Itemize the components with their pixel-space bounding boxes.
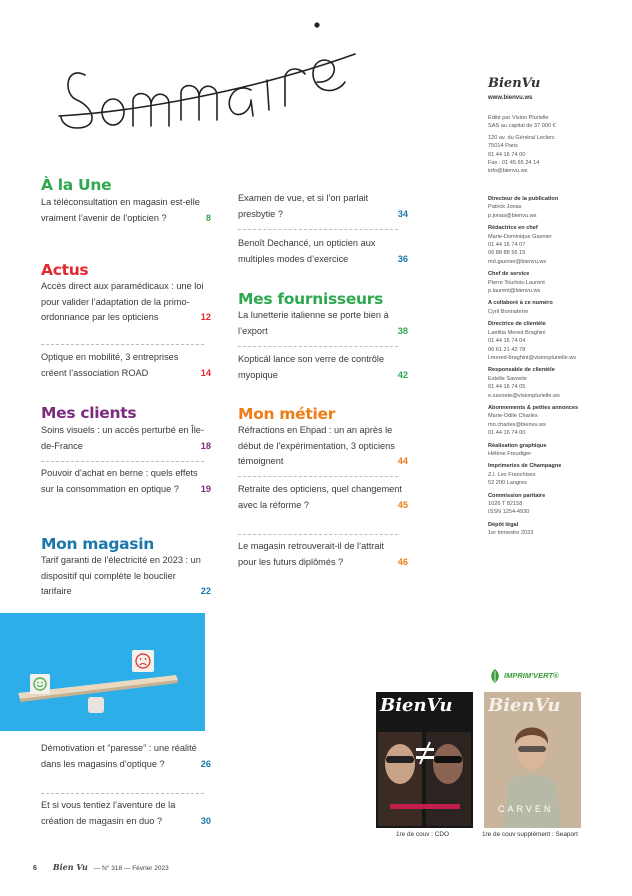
- toc-entry-text: Examen de vue, et si l’on parlait presbytie ?: [238, 193, 369, 219]
- svg-text:Sommaire: Sommaire: [55, 20, 60, 21]
- credit-line: 01 44 16 74 04: [488, 338, 526, 345]
- bienvu-logo: BienVu: [488, 76, 541, 91]
- toc-entry-text: Et si vous tentiez l’aventure de la création de magasin en duo ?: [41, 800, 176, 826]
- toc-page-number: 22: [200, 586, 211, 596]
- divider: [238, 346, 398, 347]
- credit-block: [488, 299, 623, 316]
- toc-page-number: 26: [200, 758, 211, 769]
- toc-page-number: 19: [200, 483, 211, 494]
- toc-entry-text: Démotivation et “paresse” : une réalité dans les magasins d’optique ?: [41, 743, 197, 769]
- credit-line: Marie-Dominique Gasnier: [488, 233, 552, 240]
- credit-line: Patrick Jonas: [488, 204, 522, 211]
- divider: [41, 461, 204, 462]
- section-title-mes-clients: Mes clients: [41, 404, 137, 422]
- credit-line: Hélène Freudiger: [488, 450, 532, 457]
- toc-page-number: 12: [200, 312, 211, 322]
- divider: [238, 229, 398, 230]
- toc-entry[interactable]: [41, 423, 211, 454]
- toc-page-number: 30: [200, 815, 211, 826]
- credit-head: Rédactrice en chef: [488, 225, 538, 232]
- credit-line: Pierre Tourtois-Laurent: [488, 279, 545, 286]
- toc-page-number: 46: [397, 556, 408, 567]
- credit-line: mo.charles@bienvu.ws: [488, 421, 546, 428]
- toc-entry[interactable]: [41, 279, 211, 326]
- credit-head: Chef de service: [488, 271, 530, 278]
- footer-logo: Bien Vu: [52, 862, 88, 872]
- publisher-line: Fax : 01 45 65 24 14: [488, 160, 540, 167]
- credit-line: 1026 T 82158: [488, 501, 523, 507]
- toc-entry[interactable]: [238, 482, 408, 513]
- section-title-mes-fournisseurs: Mes fournisseurs: [238, 290, 384, 308]
- toc-entry[interactable]: [41, 466, 211, 497]
- credit-line: 01 44 16 74 00: [488, 430, 526, 437]
- imprim-vert-label: IMPRIM’VERT®: [504, 671, 559, 680]
- toc-entry[interactable]: [238, 236, 408, 267]
- masthead-url[interactable]: www.bienvu.ws: [488, 95, 533, 101]
- credit-line: e.savoete@visionplurielle.ws: [488, 392, 560, 399]
- credit-block: [488, 320, 623, 362]
- credit-head: Responsable de clientèle: [488, 367, 555, 374]
- credit-head: Dépôt légal: [488, 521, 519, 528]
- toc-entry-text: La téléconsultation en magasin est-elle vraiment l’avenir de l’opticien ?: [41, 197, 200, 223]
- cover-caption: 1re de couv : CDO: [396, 831, 449, 838]
- credit-line: 01 44 16 74 05: [488, 384, 526, 391]
- credit-line: Marie-Odile Charles: [488, 413, 538, 420]
- publisher-line: 01 44 16 74 00: [488, 151, 526, 158]
- cover-logo: BienVu: [488, 695, 561, 716]
- credit-line: 52 200 Langres: [488, 480, 527, 487]
- section-title-a-la-une: À la Une: [41, 176, 112, 194]
- publisher-line: SAS au capital de 37 000 €: [488, 123, 556, 130]
- credit-block: [488, 366, 623, 400]
- credit-head: Imprimeries de Champagne: [488, 463, 562, 470]
- toc-entry-text: Accès direct aux paramédicaux : une loi pour valider l’adaptation de la primo-ordonnance par les opticiens: [41, 281, 204, 322]
- divider: [41, 793, 204, 794]
- masthead-publisher: [488, 114, 623, 176]
- toc-entry[interactable]: [41, 741, 211, 772]
- publisher-line: Edité par Vision Plurielle: [488, 115, 549, 121]
- masthead-credits: [488, 195, 623, 538]
- toc-entry-text: Benoît Dechancé, un opticien aux multiples modes d’exercice: [238, 238, 376, 264]
- credit-line: 1er trimestre 2023: [488, 530, 534, 537]
- credit-block: [488, 404, 623, 438]
- credit-block: [488, 224, 623, 266]
- toc-entry[interactable]: [238, 423, 408, 470]
- credit-block: [488, 442, 623, 459]
- toc-entry[interactable]: [41, 553, 211, 600]
- cover-image-seaport[interactable]: [484, 692, 581, 828]
- credit-line: Estelle Savoete: [488, 375, 527, 382]
- toc-entry-text: Le magasin retrouverait-il de l’attrait pour les futurs diplômés ?: [238, 541, 385, 567]
- credit-line: md.gasnier@bienvu.ws: [488, 258, 547, 265]
- cover-brand: CARVEN: [498, 804, 554, 814]
- credit-line: Laetitia Mered Braghini: [488, 329, 546, 336]
- credit-line: p.jonas@bienvu.ws: [488, 212, 537, 219]
- publisher-line: 120 av. du Général Leclerc: [488, 134, 555, 141]
- section-title-actus: Actus: [41, 261, 89, 279]
- toc-page-number: 8: [205, 212, 211, 223]
- credit-line: 06 61 21 42 78: [488, 346, 526, 353]
- page-number: 6: [33, 865, 37, 872]
- credit-block: [488, 270, 623, 295]
- credit-block: [488, 195, 623, 220]
- cover-caption: 1re de couv supplément : Seaport: [482, 831, 578, 838]
- credit-line: l.mered-braghini@visionplurielle.ws: [488, 354, 577, 361]
- illustration-balance-photo: [0, 613, 205, 731]
- divider: [238, 476, 398, 477]
- toc-entry[interactable]: [238, 191, 408, 222]
- divider: [41, 344, 204, 345]
- toc-entry-text: Soins visuels : un accès perturbé en Île-de-France: [41, 425, 204, 451]
- toc-entry-text: Pouvoir d’achat en berne : quels effets sur la consommation en optique ?: [41, 468, 198, 494]
- credit-head: Commission paritaire: [488, 492, 546, 499]
- toc-page-number: 36: [397, 253, 408, 264]
- credit-line: ISSN 1254-4930: [488, 509, 530, 516]
- section-title-mon-metier: Mon métier: [238, 405, 336, 423]
- leaf-icon: [488, 668, 502, 684]
- toc-page-number: 34: [397, 208, 408, 219]
- toc-entry-text: Tarif garanti de l’électricité en 2023 : un dispositif qui complète le bouclier tarifaire: [41, 555, 201, 596]
- credit-head: Abonnements & petites annonces: [488, 404, 579, 411]
- credit-head: Directeur de la publication: [488, 196, 559, 202]
- credit-head: A collaboré à ce numéro: [488, 300, 553, 307]
- toc-entry-text: Retraite des opticiens, quel changement avec la réforme ?: [238, 484, 402, 510]
- sommaire-title: [55, 20, 375, 130]
- credit-head: Directrice de clientèle: [488, 321, 546, 328]
- toc-entry[interactable]: [41, 350, 211, 381]
- credit-line: Z.I. Les Franchises: [488, 471, 536, 478]
- toc-entry[interactable]: [238, 352, 408, 383]
- toc-page-number: 38: [397, 325, 408, 336]
- toc-entry[interactable]: [238, 539, 408, 570]
- credit-line: 01 44 16 74 07: [488, 242, 526, 249]
- publisher-line: info@bienvu.ws: [488, 168, 528, 175]
- toc-page-number: 42: [397, 369, 408, 380]
- credit-block: [488, 492, 623, 517]
- page-footer: [33, 862, 169, 872]
- toc-page-number: 18: [200, 440, 211, 451]
- credit-head: Réalisation graphique: [488, 442, 547, 449]
- toc-entry[interactable]: [41, 798, 211, 829]
- toc-page-number: 44: [397, 456, 408, 466]
- toc-entry[interactable]: [238, 308, 408, 339]
- cover-image-cdo[interactable]: [376, 692, 473, 828]
- footer-issue: — N° 318 — Février 2023: [93, 865, 169, 872]
- toc-entry-text: Réfractions en Ehpad : un an après le début de l’expérimentation, 3 opticiens témoignent: [238, 425, 395, 466]
- credit-block: [488, 462, 623, 487]
- credit-line: p.laurent@bienvu.ws: [488, 288, 541, 295]
- cover-logo: BienVu: [380, 695, 453, 716]
- credit-block: [488, 521, 623, 538]
- toc-entry-text: Kopticál lance son verre de contrôle myopique: [238, 354, 385, 380]
- imprim-vert-badge: [488, 668, 580, 684]
- toc-entry-text: Optique en mobilité, 3 entreprises créent l’association ROAD: [41, 352, 179, 378]
- divider: [238, 534, 398, 535]
- credit-line: 06 88 88 56 15: [488, 250, 526, 257]
- toc-entry-text: La lunetterie italienne se porte bien à l’export: [238, 310, 389, 336]
- toc-page-number: 14: [200, 367, 211, 378]
- toc-entry[interactable]: [41, 195, 211, 226]
- credit-line: Cyril Bonnaterre: [488, 308, 529, 315]
- section-title-mon-magasin: Mon magasin: [41, 535, 154, 553]
- publisher-line: 75014 Paris: [488, 143, 518, 150]
- toc-page-number: 45: [397, 499, 408, 510]
